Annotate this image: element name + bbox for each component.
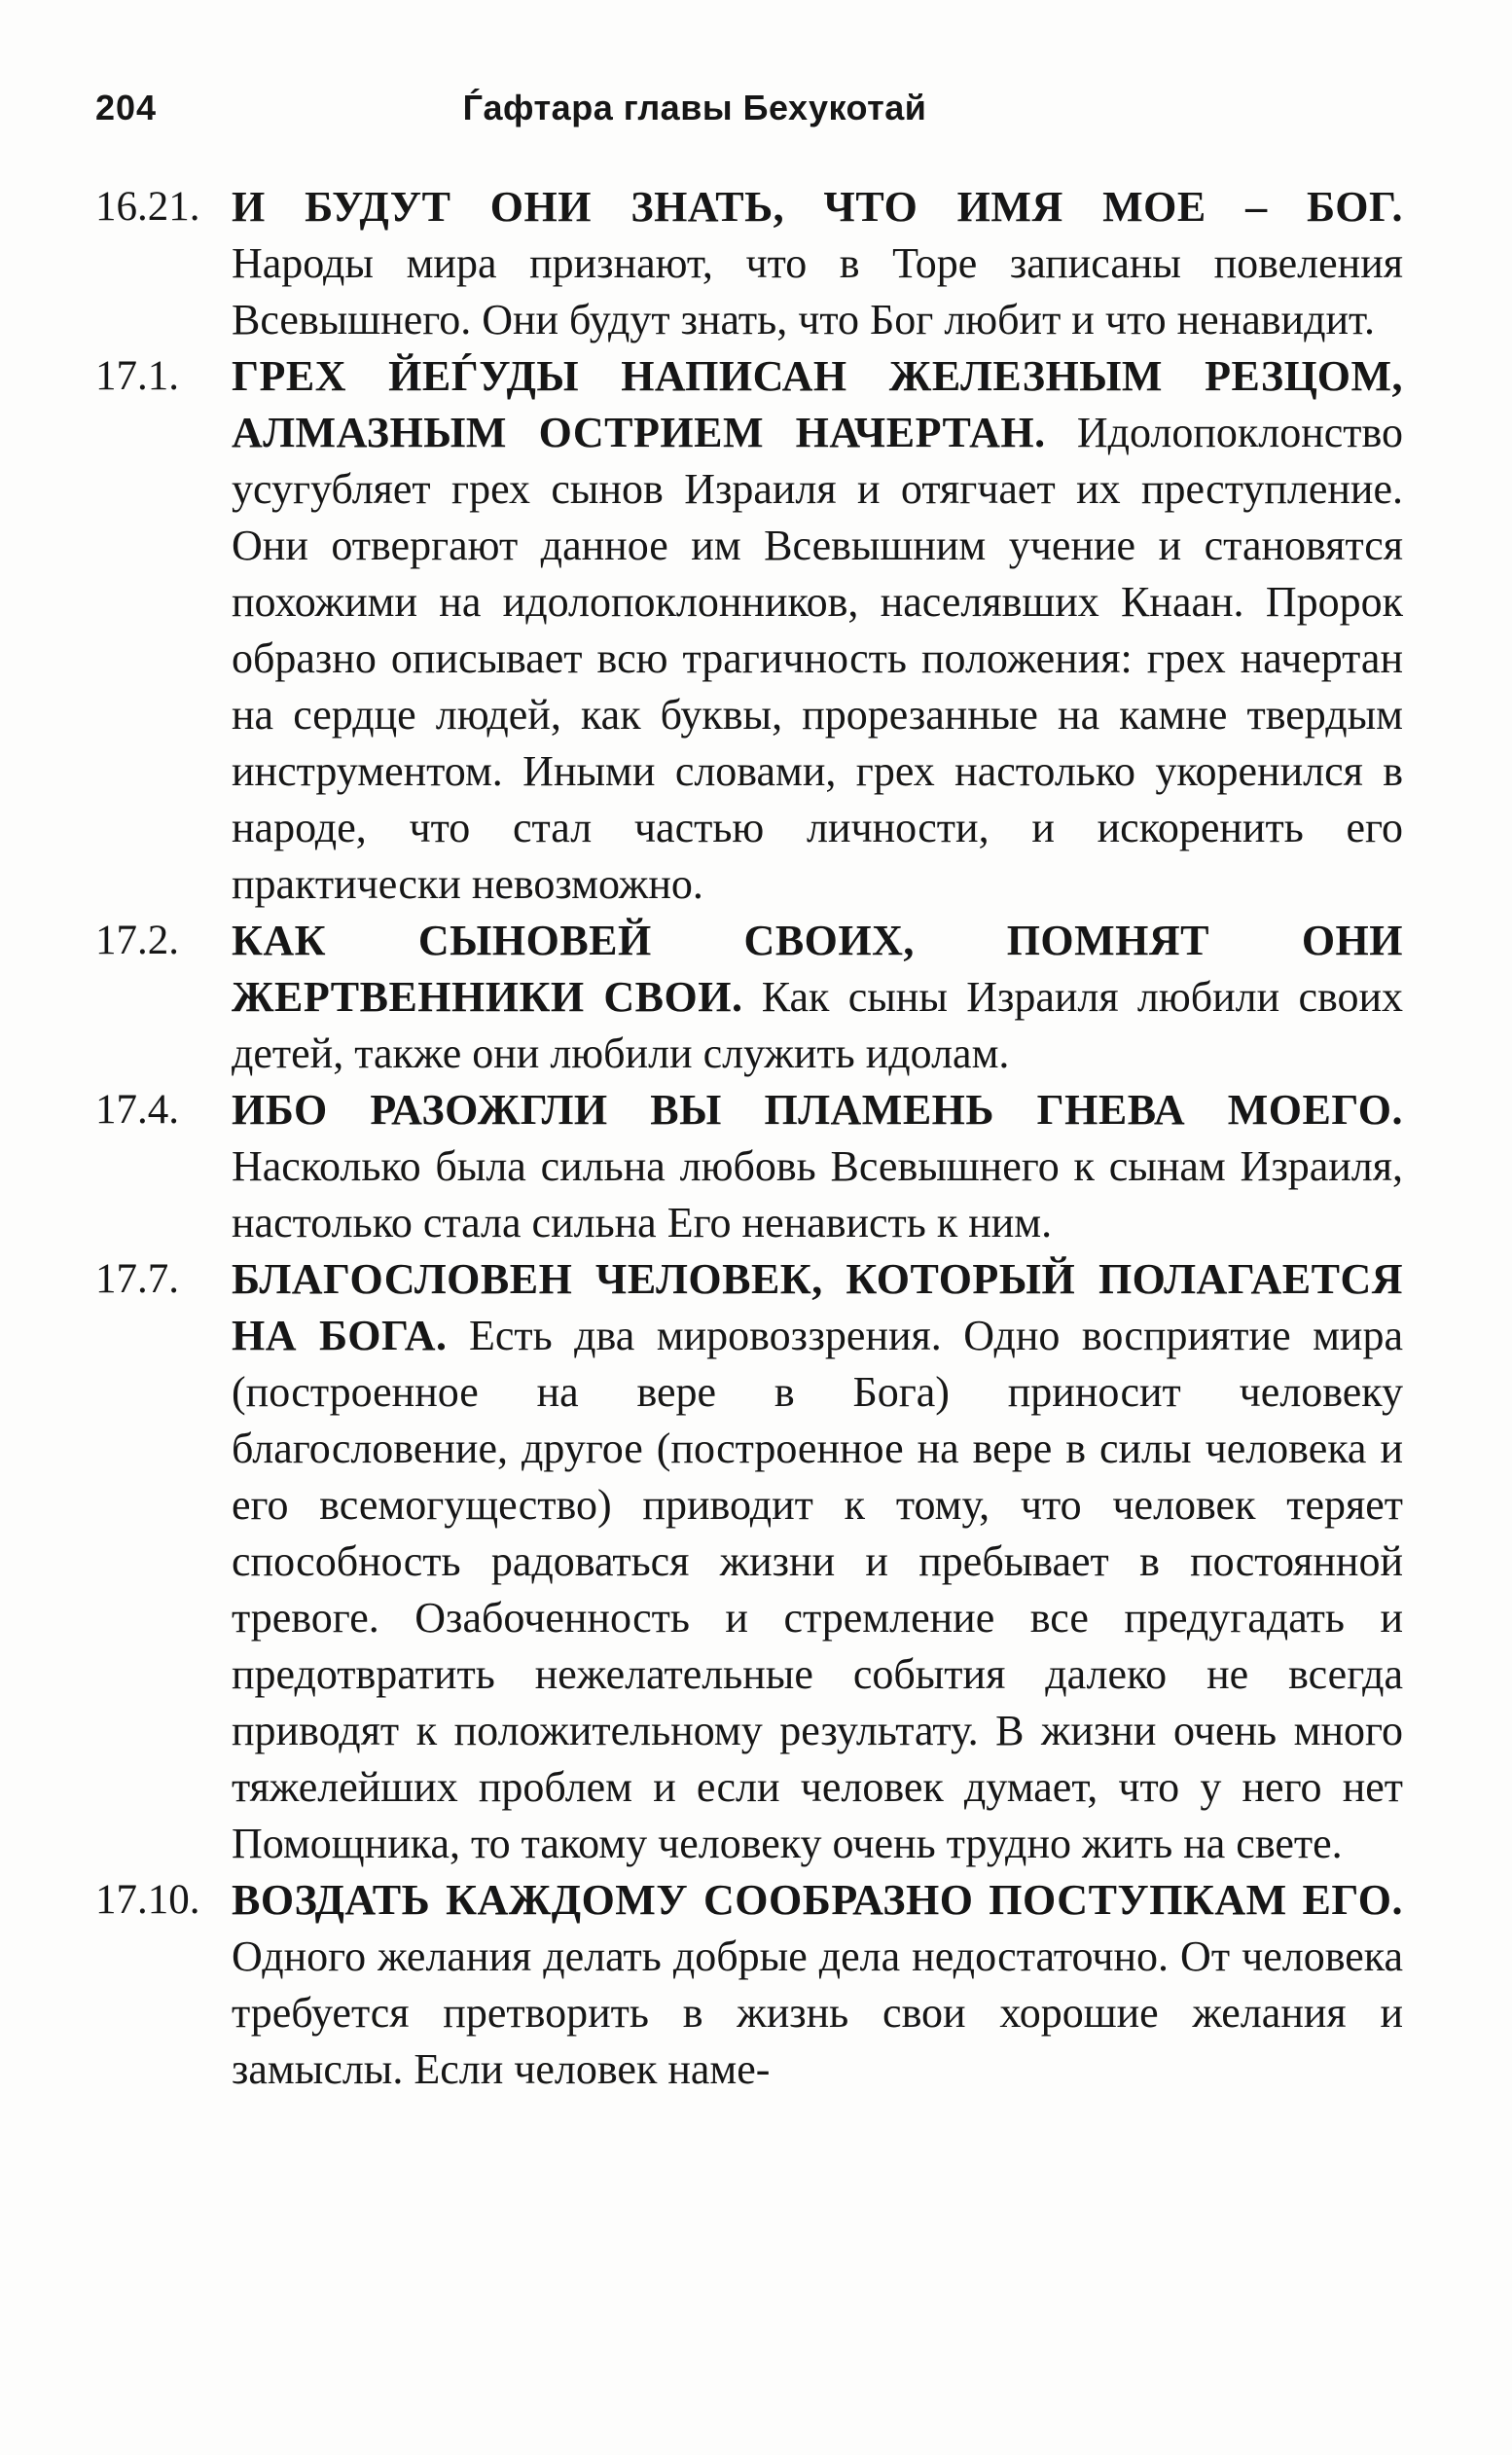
verse-commentary: Как сыны Израиля любили своих детей, также они любили служить идолам.	[232, 973, 1403, 1077]
commentary-entry-17-4	[95, 1082, 1403, 1251]
verse-quote: ВОЗДАТЬ КАЖДОМУ СООБРАЗНО ПОСТУПКАМ ЕГО.	[232, 1876, 1403, 1924]
commentary-entry-17-2	[95, 913, 1403, 1082]
page-header	[95, 86, 1401, 134]
commentary-entry-17-7	[95, 1251, 1403, 1872]
page-title: Ѓафтара главы Бехукотай	[462, 88, 927, 127]
verse-commentary: Народы мира признают, что в Торе записаны повеления Всевышнего. Они будут знать, что Бог любит и что ненавидит.	[232, 239, 1403, 343]
verse-ref: 17.7.	[95, 1256, 179, 1302]
entry-text	[232, 1872, 1403, 2098]
verse-ref: 17.1.	[95, 353, 179, 399]
commentary-list	[95, 179, 1403, 2098]
entry-text	[232, 348, 1403, 913]
verse-commentary: Идолопоклонство усугубляет грех сынов Израиля и отягчает их преступление. Они отвергают данное им Всевышним учение и становятся похожими на идолопоклонников, населявших Кнаан. Пророк образно описывает всю трагичность положения: грех начертан на сердце людей, как буквы, прорезанные на камне твердым инструментом. Иными словами, грех настолько укоренился в народе, что стал частью личности, и искоренить его практически невозможно.	[232, 409, 1404, 908]
commentary-entry-17-1	[95, 348, 1403, 913]
verse-quote: БЛАГОСЛОВЕН ЧЕЛОВЕК, КОТОРЫЙ ПОЛАГАЕТСЯ НА БОГА.	[232, 1255, 1403, 1359]
entry-text	[232, 913, 1403, 1082]
verse-quote: И БУДУТ ОНИ ЗНАТЬ, ЧТО ИМЯ МОЕ – БОГ.	[232, 183, 1403, 231]
commentary-entry-16-21	[95, 179, 1403, 348]
commentary-entry-17-10	[95, 1872, 1403, 2098]
entry-text	[232, 1082, 1403, 1251]
verse-commentary: Есть два мировоззрения. Одно восприятие мира (построенное на вере в Бога) приносит человеку благословение, другое (построенное на вере в силы человека и его всемогущество) приводит к тому, что человек теряет способность радоваться жизни и пребывает в постоянной тревоге. Озабоченность и стремление все предугадать и предотвратить нежелательные события далеко не всегда приводят к положительному результату. В жизни очень много тяжелейших проблем и если человек думает, что у него нет Помощника, то такому человеку очень трудно жить на свете.	[232, 1312, 1404, 1867]
page-number: 204	[95, 88, 158, 127]
verse-quote: ИБО РАЗОЖГЛИ ВЫ ПЛАМЕНЬ ГНЕВА МОЕГО.	[232, 1086, 1403, 1134]
verse-quote: ГРЕХ ЙЕЃУДЫ НАПИСАН ЖЕЛЕЗНЫМ РЕЗЦОМ, АЛМАЗНЫМ ОСТРИЕМ НАЧЕРТАН.	[232, 352, 1403, 456]
entry-text	[232, 1251, 1403, 1872]
entry-text	[232, 179, 1403, 348]
book-page	[0, 86, 1512, 2455]
verse-quote: КАК СЫНОВЕЙ СВОИХ, ПОМНЯТ ОНИ ЖЕРТВЕННИКИ СВОИ.	[232, 917, 1403, 1021]
verse-ref: 16.21.	[95, 184, 200, 230]
verse-commentary: Насколько была сильна любовь Всевышнего к сынам Израиля, настолько стала сильна Его ненависть к ним.	[232, 1142, 1403, 1246]
verse-ref: 17.2.	[95, 918, 179, 963]
verse-ref: 17.4.	[95, 1087, 179, 1133]
verse-commentary: Одного желания делать добрые дела недостаточно. От человека требуется претворить в жизнь свои хорошие желания и замыслы. Если человек наме-	[232, 1932, 1403, 2093]
verse-ref: 17.10.	[95, 1877, 200, 1923]
